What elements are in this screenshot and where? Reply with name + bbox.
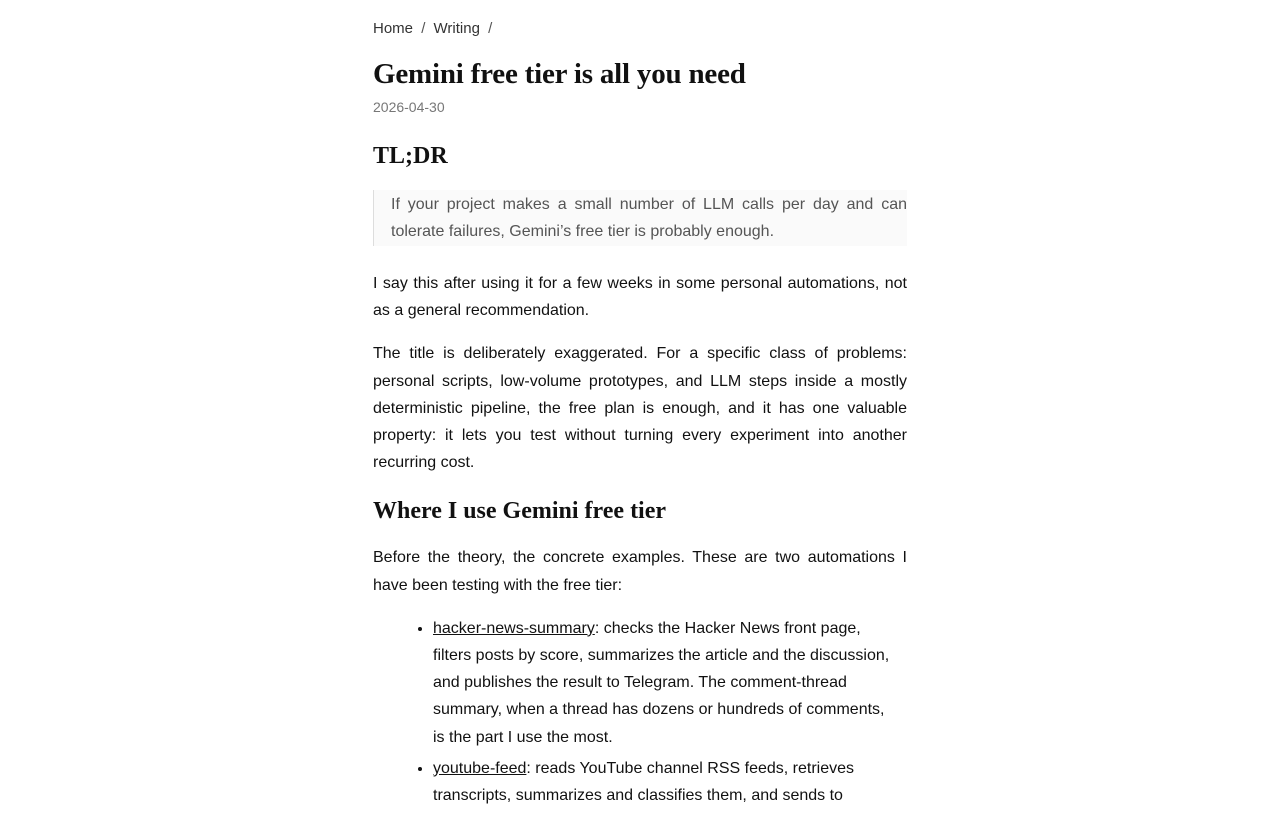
youtube-feed-link[interactable]: youtube-feed xyxy=(433,759,527,777)
article-page xyxy=(373,0,907,813)
intro-paragraph: I say this after using it for a few weeks in some personal automations, not as a general recommendation. xyxy=(373,275,907,320)
page-title: Gemini free tier is all you need xyxy=(373,58,746,90)
tldr-heading: TL;DR xyxy=(373,143,448,169)
list-item xyxy=(433,615,907,751)
hacker-news-summary-link[interactable]: hacker-news-summary xyxy=(433,619,595,637)
breadcrumb-home-link[interactable]: Home xyxy=(373,20,414,37)
list-item xyxy=(433,755,907,809)
tldr-quote: If your project makes a small number of LLM calls per day and can tolerate failures, Gemini’s free tier is probably enough. xyxy=(373,190,907,246)
publish-date: 2026-04-30 xyxy=(373,99,445,115)
examples-intro-paragraph: Before the theory, the concrete examples. These are two automations I have been testing with the free tier: xyxy=(373,549,907,594)
automation-list xyxy=(373,615,907,809)
section-heading: Where I use Gemini free tier xyxy=(373,498,667,525)
list-item-text: : checks the Hacker News front page, filters posts by score, summarizes the article and the discussion, and publishes the result to Telegram. The comment-thread summary, when a thread has dozens or hundreds of comments, is the part I use the most. xyxy=(433,619,890,746)
title-explanation-paragraph: The title is deliberately exaggerated. For a specific class of problems: personal scripts, low-volume prototypes, and LLM steps inside a mostly deterministic pipeline, the free plan is enough, and it has one valuable property: it lets you test without turning every experiment into another recurring cost. xyxy=(373,345,907,472)
list-item-text: : reads YouTube channel RSS feeds, retrieves transcripts, summarizes and classifies them, and sends to xyxy=(433,759,855,805)
breadcrumb-separator: / xyxy=(421,20,426,37)
breadcrumb-writing-link[interactable]: Writing xyxy=(433,20,480,37)
breadcrumb-separator: / xyxy=(488,20,493,37)
breadcrumb xyxy=(373,19,907,39)
